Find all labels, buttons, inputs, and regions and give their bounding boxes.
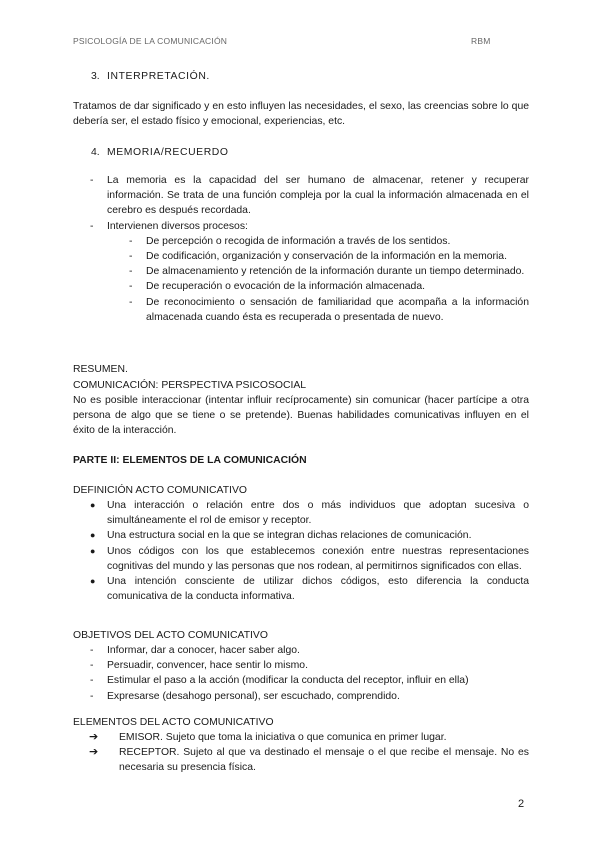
list-item: - Persuadir, convencer, hace sentir lo mismo. [90, 660, 308, 672]
elementos-list [73, 730, 529, 776]
arrow-icon: ➔ [89, 746, 99, 759]
sub-list-item: - De recuperación o evocación de la información almacenada. [129, 281, 425, 293]
definicion-list [73, 498, 529, 604]
list-item: - Expresarse (desahogo personal), ser escuchado, comprendido. [90, 690, 400, 702]
memory-list [73, 173, 529, 325]
resumen-paragraph: No es posible interaccionar (intentar influir recíprocamente) sin comunicar (hacer partícipe a otra persona de algo que se tiene o se pretende). Buenas habilidades comunicativas influyen en el éxito de la interacción. [73, 395, 529, 437]
arrow-icon: ➔ [89, 731, 99, 743]
header-initials: RBM [471, 36, 491, 46]
sub-list-item: - De percepción o recogida de información a través de los sentidos. [129, 235, 451, 247]
list-item: ➔ RECEPTOR. Sujeto al que va destinado el mensaje o el que recibe el mensaje. No es necesaria su presencia física. [89, 746, 529, 774]
elementos-heading: ELEMENTOS DEL ACTO COMUNICATIVO [73, 717, 274, 728]
list-item: ● Una interacción o relación entre dos o más individuos que adoptan sucesiva o simultáneamente el rol de emisor y receptor. [90, 500, 529, 527]
section-3-paragraph: Tratamos de dar significado y en esto influyen las necesidades, el sexo, las creencias sobre lo que debería ser, el estado físico y emocional, experiencias, etc. [73, 101, 529, 128]
list-item: - Estimular el paso a la acción (modificar la conducta del receptor, influir en ella) [90, 675, 469, 687]
list-item: ● Una estructura social en la que se integran dichas relaciones de comunicación. [90, 530, 472, 542]
resumen-heading: RESUMEN. [73, 364, 128, 375]
header-title: PSICOLOGÍA DE LA COMUNICACIÓN [73, 36, 228, 46]
sub-list-item: - De almacenamiento y retención de la información durante un tiempo determinado. [129, 266, 525, 278]
list-item: ● Unos códigos con los que establecemos conexión entre nuestras representaciones cognitivas del mundo y las personas que nos rodean, al permitirnos significados con ellas. [90, 545, 529, 572]
list-item: - Intervienen diversos procesos: [90, 220, 248, 232]
sub-list-item: - De codificación, organización y conservación de la información en la memoria. [129, 251, 507, 263]
page-number: 2 [518, 798, 525, 810]
objetivos-heading: OBJETIVOS DEL ACTO COMUNICATIVO [73, 630, 268, 641]
part-2-heading: PARTE II: ELEMENTOS DE LA COMUNICACIÓN [73, 455, 307, 466]
document-page: PSICOLOGÍA DE LA COMUNICACIÓN RBM 3. INTERPRETACIÓN. Tratamos de dar significado y en esto influyen las necesidades, el sexo, las creencias sobre lo que debería ser, el estado físico y emocional, experiencias, etc. 4. MEMORIA/RECUERDO - La memoria es la capacidad del ser humano de almacenar, retener y recuperar información. Se trata de una función compleja por la cual la información almacenada en el cerebro es después recordada. - Intervienen diversos procesos: - De percepción o recogida de información a través de los sentidos. - De codificación, organización y conservación de la información en la memoria. - De almacenamiento y retención de la información durante un tiempo determinado. - De recuperación o evocación de la información almacenada. - De reconocimiento o sensación de familiaridad que acompaña a la información almacenada cuando ésta es recuperada o presentada de nuevo. RESUMEN. COMUNICACIÓN: PERSPECTIVA PSICOSOCIAL No es posible interaccionar (intentar influir recíprocamente) sin comunicar (hacer partícipe a otra persona de algo que se tiene o se pretende). Buenas habilidades comunicativas influyen en el éxito de la interacción. PARTE II: ELEMENTOS DE LA COMUNICACIÓN DEFINICIÓN ACTO COMUNICATIVO ● Una interacción o relación entre dos o más individuos que adoptan sucesiva o simultáneamente el rol de emisor y receptor. ● Una estructura social en la que se integran dichas relaciones de comunicación. ● Unos códigos con los que establecemos conexión entre nuestras representaciones cognitivas del mundo y las personas que nos rodean, al permitirnos significados con ellas. ● Una intención consciente de utilizar dichos códigos, esto diferencia la conducta comunicativa de la conducta informativa. OBJETIVOS DEL ACTO COMUNICATIVO - Informar, dar a conocer, hacer saber algo. - Persuadir, convencer, hace sentir lo mismo. - Estimular el paso a la acción (modificar la conducta del receptor, influir en ella) - Expresarse (desahogo personal), ser escuchado, comprendido. ELEMENTOS DEL ACTO COMUNICATIVO ➔ EMISOR. Sujeto que toma la iniciativa o que comunica en primer lugar. ➔ RECEPTOR. Sujeto al que va destinado el mensaje o el que recibe el mensaje. No es necesaria su presencia física. 2 [73, 36, 529, 810]
list-item: ● Una intención consciente de utilizar dichos códigos, esto diferencia la conducta comunicativa de la conducta informativa. [90, 576, 529, 603]
list-item: ➔ EMISOR. Sujeto que toma la iniciativa o que comunica en primer lugar. [73, 730, 529, 745]
sub-list-item: - De reconocimiento o sensación de familiaridad que acompaña a la información almacenada cuando ésta es recuperada o presentada de nuevo. [129, 296, 529, 323]
process-sublist [73, 234, 529, 325]
sub-list-container [73, 234, 529, 325]
list-item: - Informar, dar a conocer, hacer saber algo. [90, 645, 300, 656]
objetivos-list [73, 643, 529, 704]
definicion-heading: DEFINICIÓN ACTO COMUNICATIVO [73, 485, 247, 496]
list-item: - La memoria es la capacidad del ser humano de almacenar, retener y recuperar información. Se trata de una función compleja por la cual la información almacenada en el cerebro es después recordada. [90, 175, 529, 217]
resumen-subtitle: COMUNICACIÓN: PERSPECTIVA PSICOSOCIAL [73, 380, 307, 391]
